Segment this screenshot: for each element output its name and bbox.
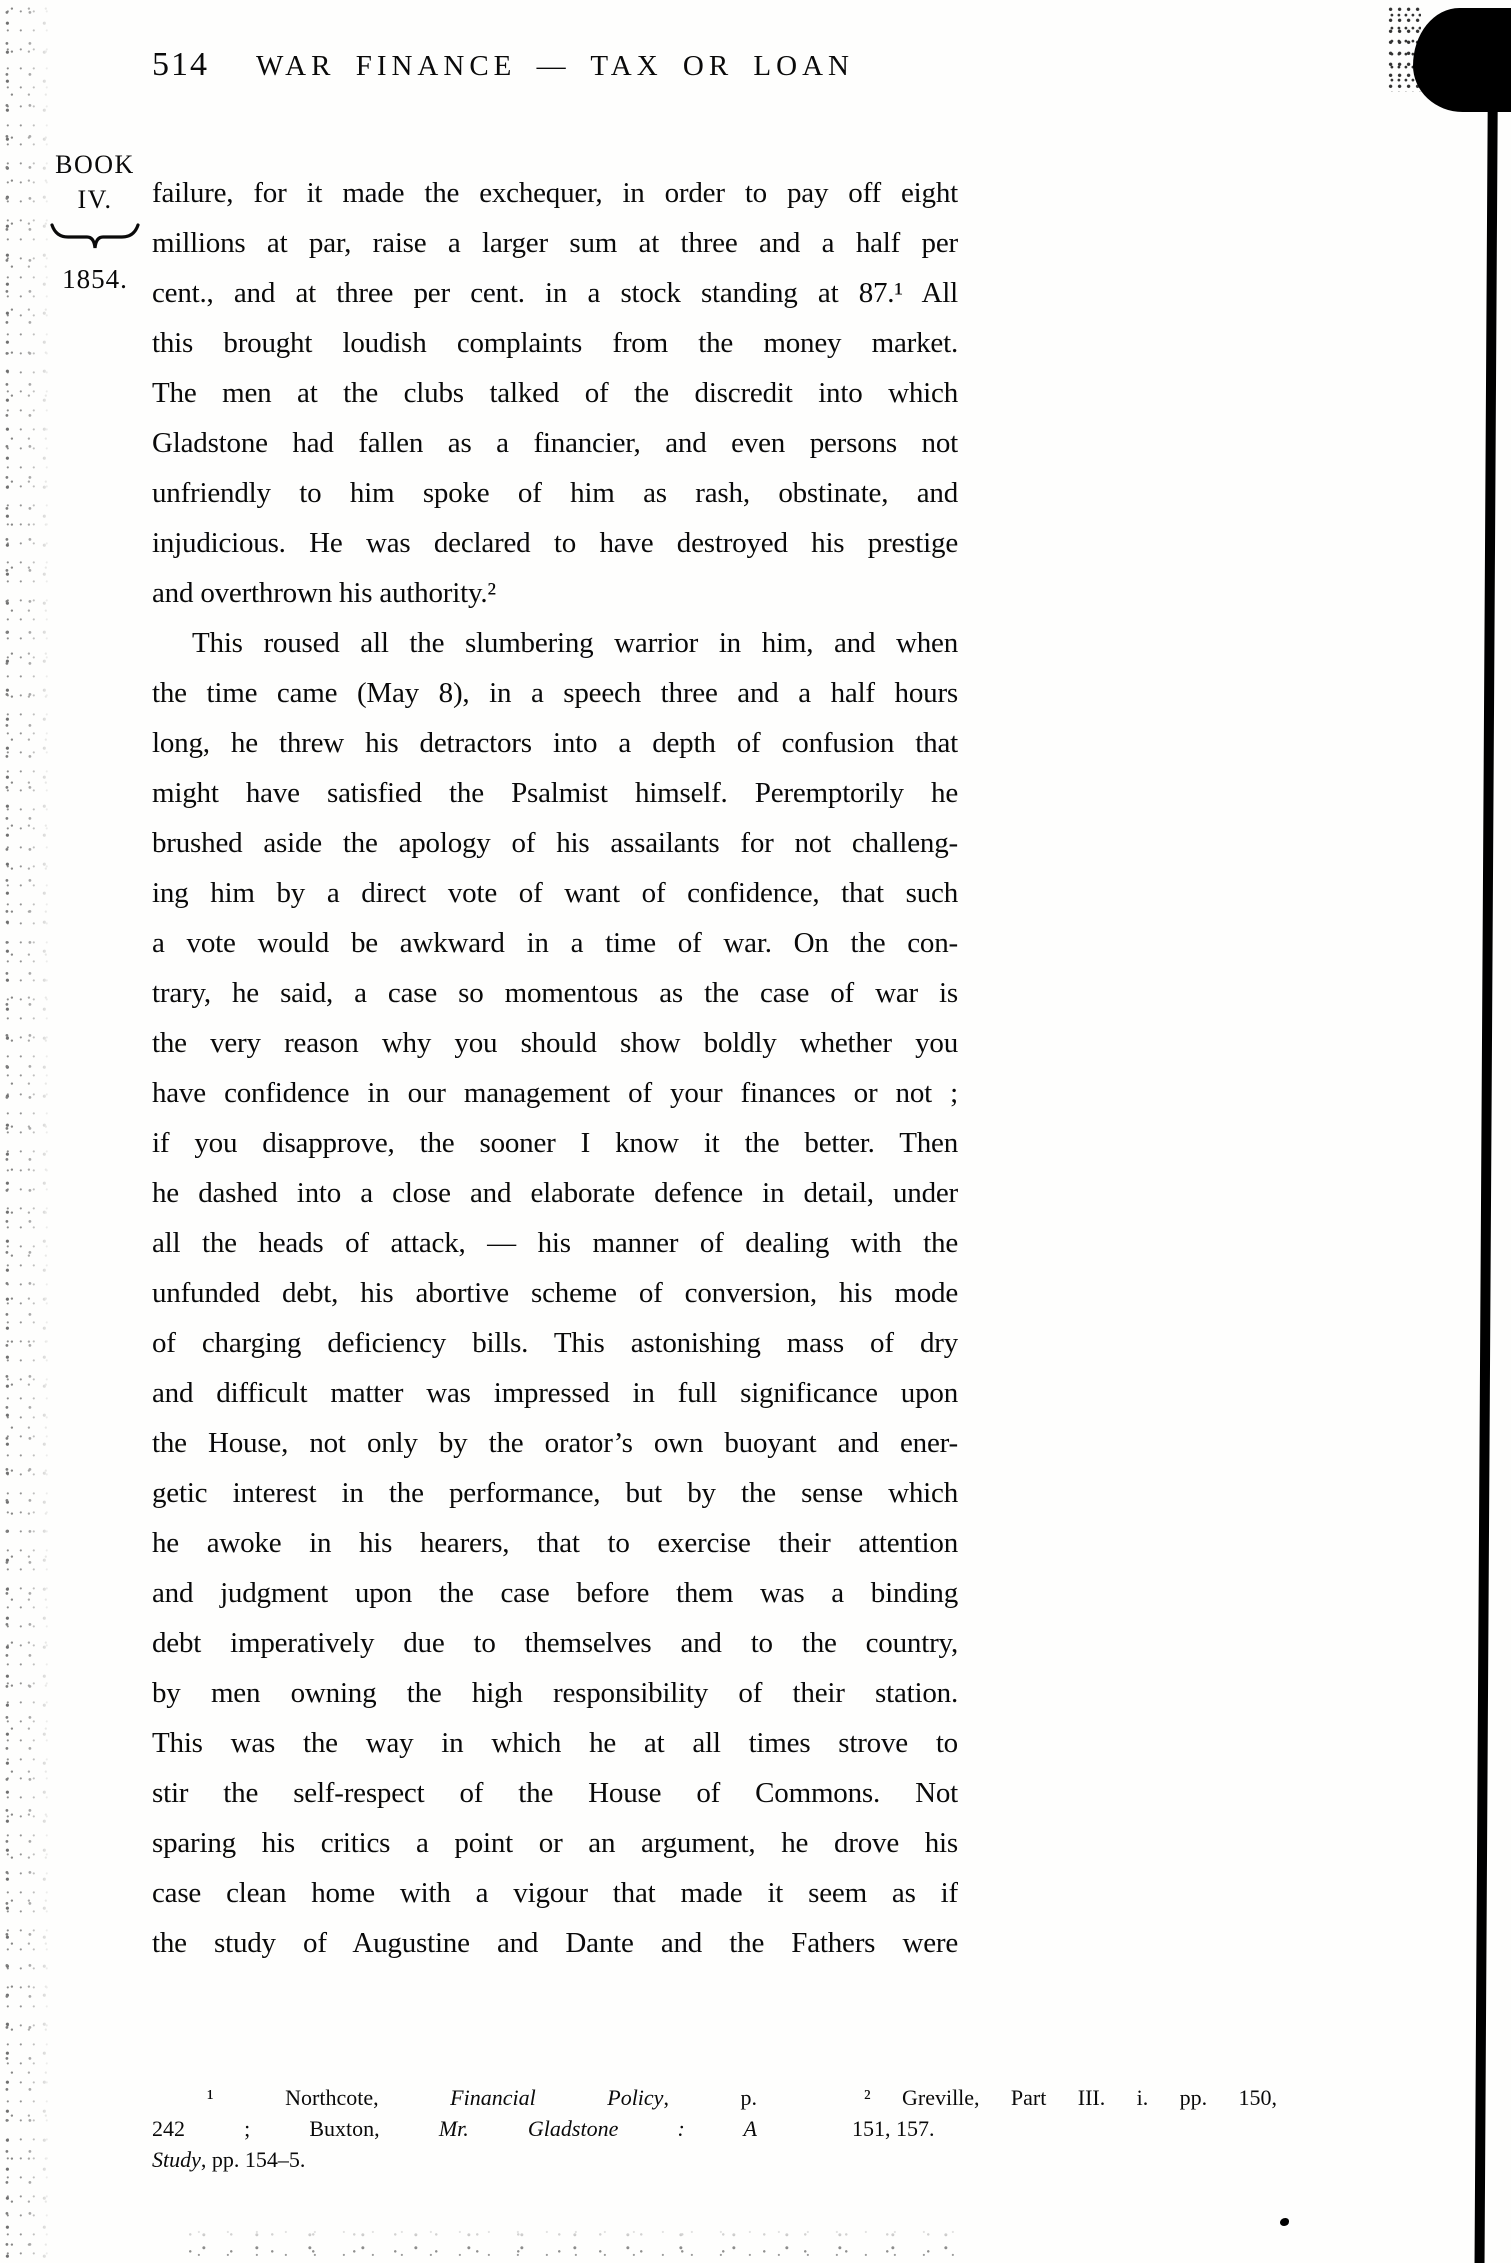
body-line: of charging deficiency bills. This astonishing mass of dry bbox=[152, 1327, 958, 1359]
body-line: failure, for it made the exchequer, in order to pay off eight bbox=[152, 177, 958, 209]
scan-artifact-edge-line bbox=[1475, 58, 1498, 2263]
underbrace-icon bbox=[49, 220, 141, 252]
body-line: stir the self-respect of the House of Commons. Not bbox=[152, 1777, 958, 1809]
footnote-text: 242 ; Buxton, bbox=[152, 2116, 439, 2141]
body-line: and difficult matter was impressed in full significance upon bbox=[152, 1377, 958, 1409]
body-line: getic interest in the performance, but by the sense which bbox=[152, 1477, 958, 1509]
margin-book-number: IV. bbox=[77, 185, 113, 214]
page-number: 514 bbox=[152, 46, 209, 83]
body-line: ing him by a direct vote of want of confidence, that such bbox=[152, 877, 958, 909]
body-line: unfunded debt, his abortive scheme of conversion, his mode bbox=[152, 1277, 958, 1309]
body-line: case clean home with a vigour that made it seem as if bbox=[152, 1877, 958, 1909]
footnote-line: 151, 157. bbox=[852, 2116, 935, 2141]
body-line: sparing his critics a point or an argument, he drove his bbox=[152, 1827, 958, 1859]
footnote-title-italic: Study bbox=[152, 2147, 201, 2172]
body-line: and judgment upon the case before them was a binding bbox=[152, 1577, 958, 1609]
body-line: this brought loudish complaints from the money market. bbox=[152, 327, 958, 359]
scan-noise-left-edge bbox=[0, 0, 54, 2263]
footnote-text: , p. bbox=[663, 2085, 757, 2110]
footnote-line bbox=[152, 2113, 757, 2144]
body-line: millions at par, raise a larger sum at three and a half per bbox=[152, 227, 958, 259]
body-line-paragraph-start: This roused all the slumbering warrior in him, and when bbox=[192, 627, 958, 659]
body-line: the very reason why you should show boldly whether you bbox=[152, 1027, 958, 1059]
body-line: he awoke in his hearers, that to exercise their attention bbox=[152, 1527, 958, 1559]
footnote-line bbox=[152, 2144, 757, 2175]
footnote-1 bbox=[152, 2082, 757, 2175]
running-title: WAR FINANCE — TAX OR LOAN bbox=[256, 50, 854, 82]
footnote-text: ¹ Northcote, bbox=[207, 2085, 451, 2110]
margin-book-label: BOOK bbox=[55, 150, 135, 179]
footnote-text: , pp. 154–5. bbox=[200, 2147, 306, 2172]
footnote-line bbox=[152, 2082, 757, 2113]
footnote-line: ² Greville, Part III. i. pp. 150, bbox=[864, 2085, 1277, 2110]
footnotes bbox=[152, 2082, 1277, 2175]
body-line: all the heads of attack, — his manner of dealing with the bbox=[152, 1227, 958, 1259]
body-line: he dashed into a close and elaborate defence in detail, under bbox=[152, 1177, 958, 1209]
margin-notes bbox=[42, 152, 148, 293]
body-line: This was the way in which he at all times strove to bbox=[152, 1727, 958, 1759]
body-line: if you disapprove, the sooner I know it the better. Then bbox=[152, 1127, 958, 1159]
body-line: a vote would be awkward in a time of war. On the con- bbox=[152, 927, 958, 959]
body-line: the study of Augustine and Dante and the Fathers were bbox=[152, 1927, 958, 1959]
body-line: cent., and at three per cent. in a stock standing at 87.¹ All bbox=[152, 277, 958, 309]
body-line-paragraph-end: and overthrown his authority.² bbox=[152, 577, 496, 609]
body-line: Gladstone had fallen as a financier, and even persons not bbox=[152, 427, 958, 459]
body-line: by men owning the high responsibility of their station. bbox=[152, 1677, 958, 1709]
footnote-title-italic: Mr. Gladstone : A bbox=[438, 2116, 757, 2141]
body-line: brushed aside the apology of his assailants for not challeng- bbox=[152, 827, 958, 859]
body-line: have confidence in our management of your finances or not ; bbox=[152, 1077, 958, 1109]
body-text bbox=[152, 168, 958, 1968]
margin-year: 1854. bbox=[62, 264, 128, 294]
body-line: the time came (May 8), in a speech three and a half hours bbox=[152, 677, 958, 709]
body-line: long, he threw his detractors into a depth of confusion that bbox=[152, 727, 958, 759]
scan-noise-bottom-edge bbox=[180, 2225, 960, 2257]
body-line: injudicious. He was declared to have destroyed his prestige bbox=[152, 527, 958, 559]
footnote-title-italic: Financial Policy bbox=[450, 2085, 664, 2110]
body-line: The men at the clubs talked of the discredit into which bbox=[152, 377, 958, 409]
ink-spot bbox=[1280, 2218, 1289, 2226]
body-line: unfriendly to him spoke of him as rash, obstinate, and bbox=[152, 477, 958, 509]
body-line: debt imperatively due to themselves and to the country, bbox=[152, 1627, 958, 1659]
body-line: trary, he said, a case so momentous as the case of war is bbox=[152, 977, 958, 1009]
body-line: might have satisfied the Psalmist himself. Peremptorily he bbox=[152, 777, 958, 809]
footnote-2 bbox=[852, 2082, 1277, 2175]
body-line: the House, not only by the orator’s own buoyant and ener- bbox=[152, 1427, 958, 1459]
